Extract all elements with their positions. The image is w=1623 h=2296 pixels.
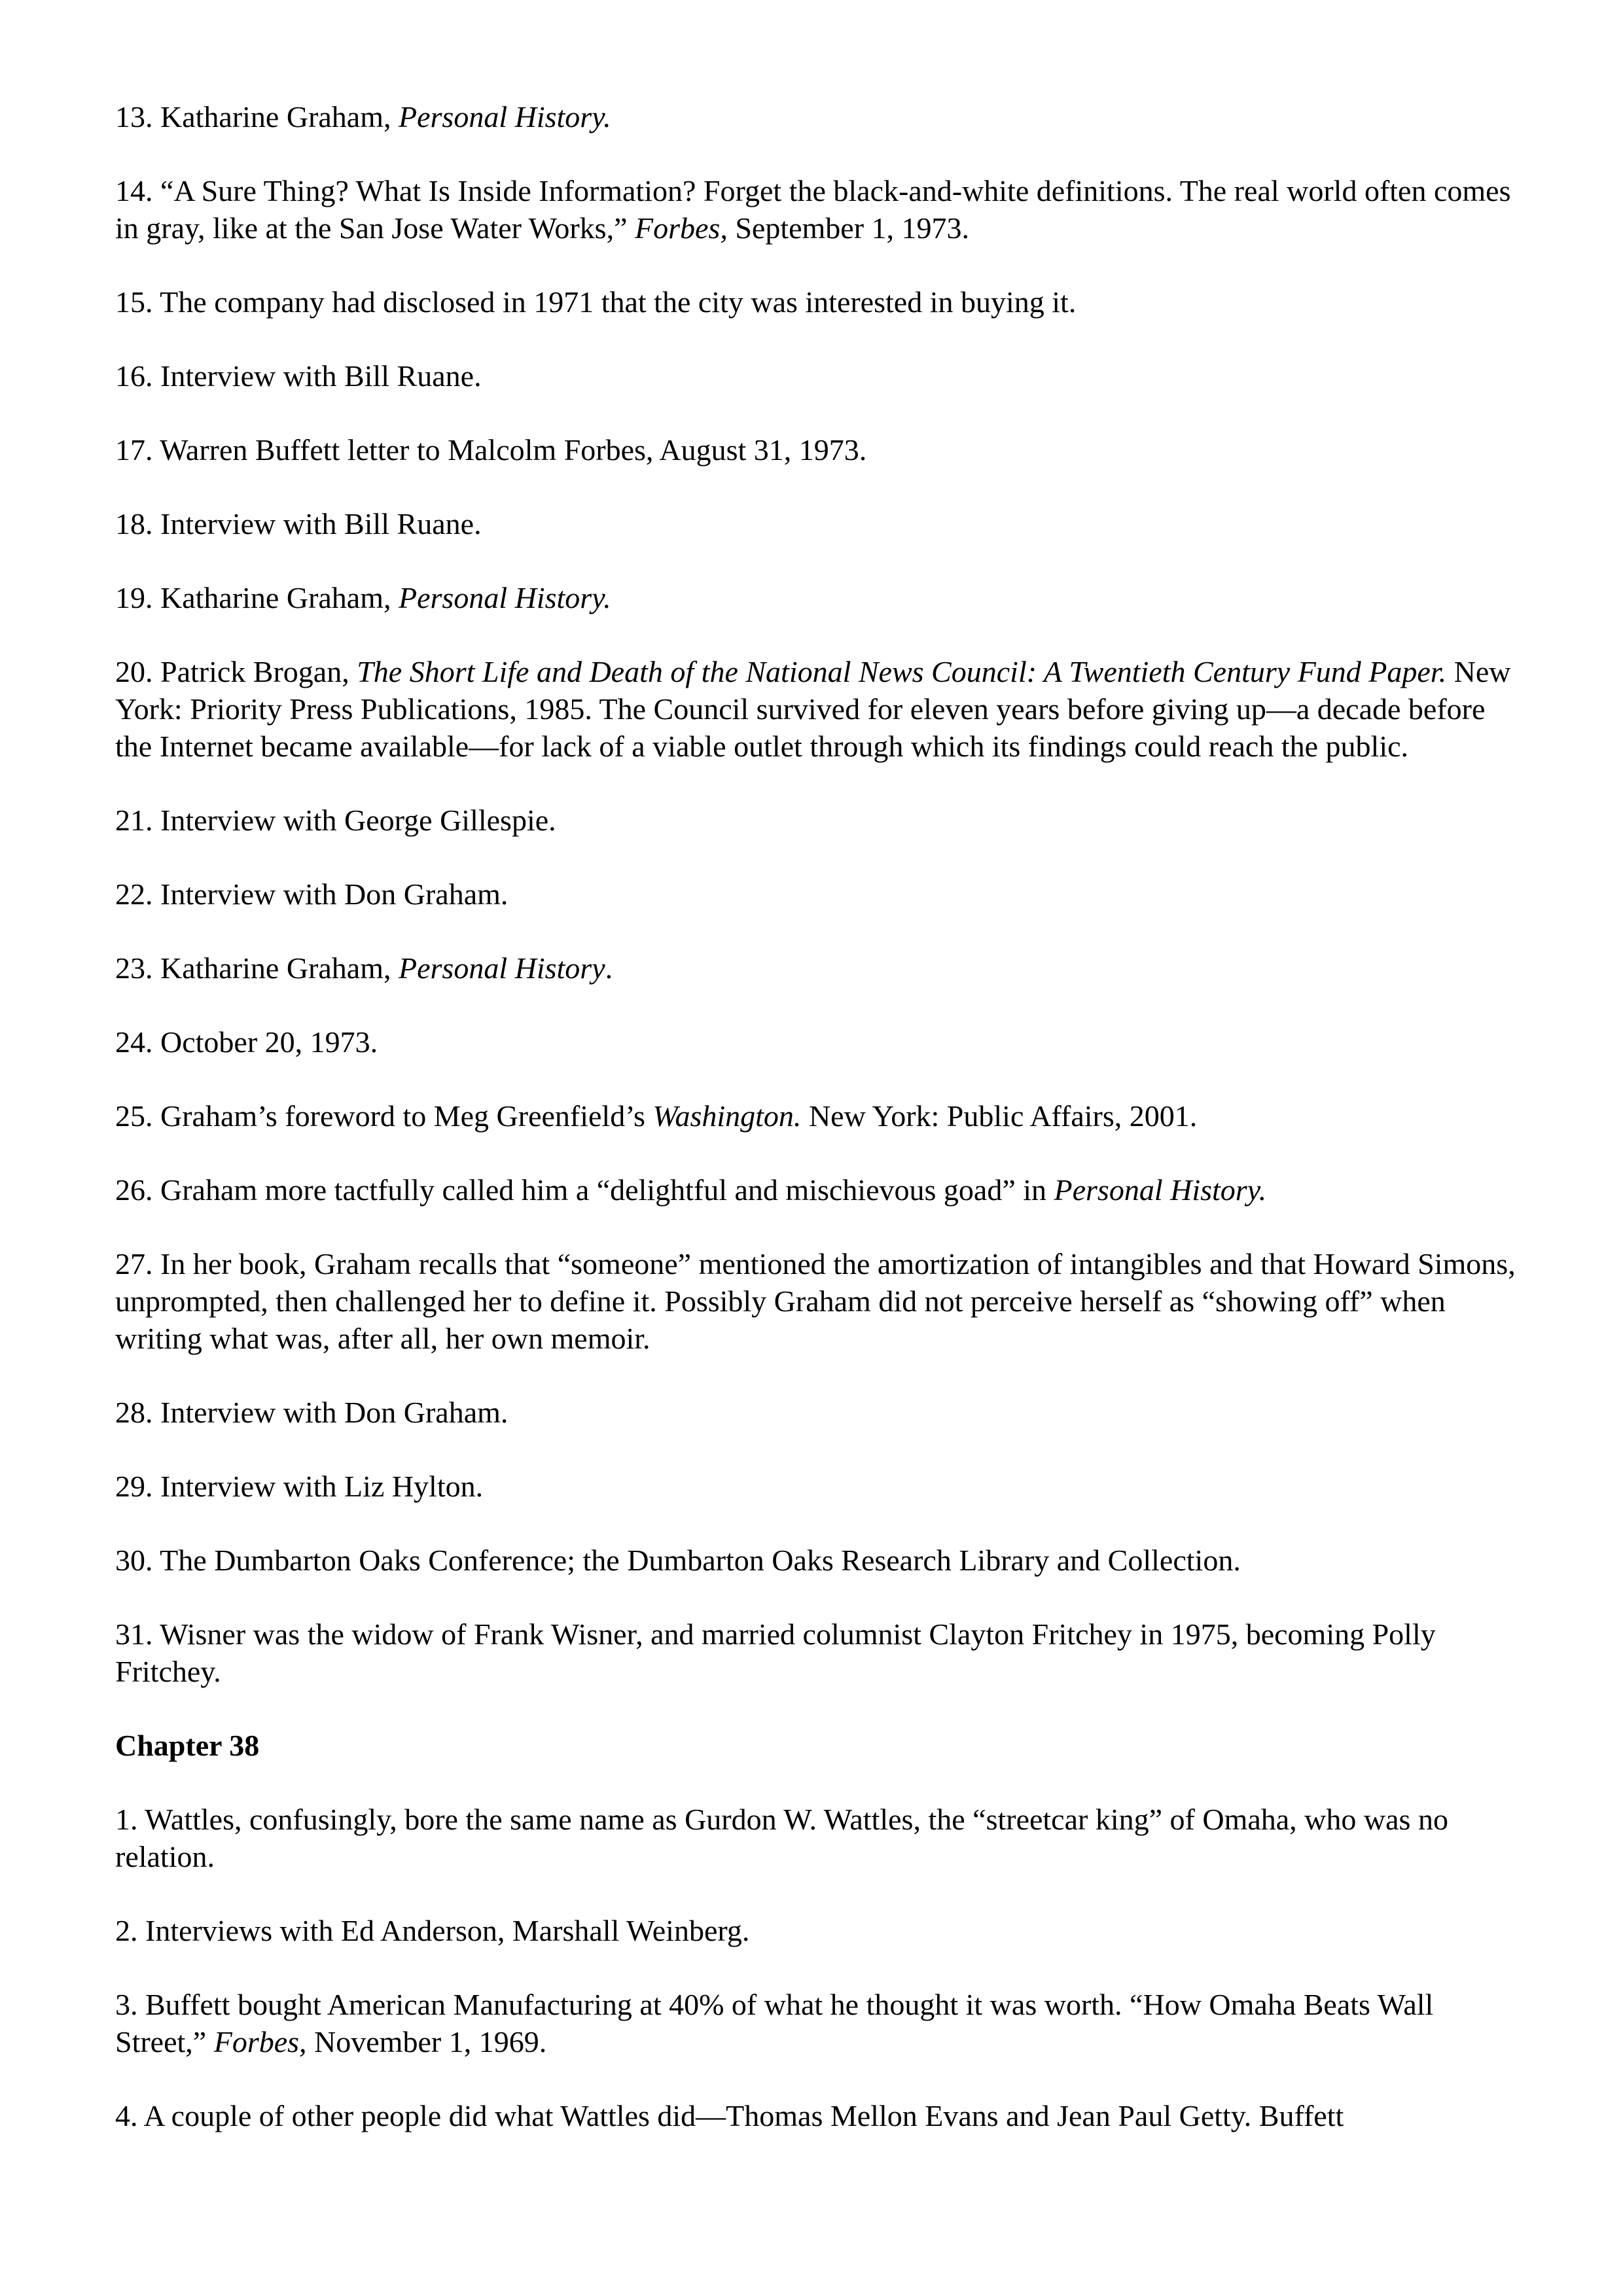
endnote-text: Patrick Brogan, xyxy=(160,655,357,688)
endnote-text: Warren Buffett letter to Malcolm Forbes, August 31, 1973. xyxy=(160,433,867,467)
endnote xyxy=(115,505,1522,542)
endnote-text: Interview with George Gillespie. xyxy=(160,804,556,837)
endnote-number: 25. xyxy=(115,1099,153,1133)
endnote xyxy=(115,1801,1522,1875)
endnotes-list xyxy=(115,98,1522,1690)
endnote-number: 17. xyxy=(115,433,153,467)
endnote-number: 24. xyxy=(115,1025,153,1059)
endnote xyxy=(115,357,1522,395)
endnote xyxy=(115,1171,1522,1209)
endnote-text: Wattles, confusingly, bore the same name as Gurdon W. Wattles, the “streetcar king” of Omaha, who was no relation. xyxy=(115,1803,1448,1873)
endnote-text: Wisner was the widow of Frank Wisner, and married columnist Clayton Fritchey in 1975, becoming Polly Fritchey. xyxy=(115,1617,1436,1688)
endnote-text: November 1, 1969. xyxy=(306,2025,547,2058)
endnote xyxy=(115,1542,1522,1579)
endnote-number: 26. xyxy=(115,1173,153,1207)
endnote-text: October 20, 1973. xyxy=(160,1025,378,1059)
endnote-text: Katharine Graham, xyxy=(160,951,399,985)
endnote xyxy=(115,98,1522,135)
endnote-number: 13. xyxy=(115,100,153,133)
endnote-number: 29. xyxy=(115,1470,153,1503)
endnote-number: 22. xyxy=(115,877,153,911)
endnote-text: Interview with Bill Ruane. xyxy=(160,507,482,540)
endnote xyxy=(115,431,1522,468)
endnote-text: Graham’s foreword to Meg Greenfield’s xyxy=(160,1099,653,1133)
endnote-number: 15. xyxy=(115,285,153,319)
endnote-title: Personal History. xyxy=(1054,1173,1267,1207)
endnote xyxy=(115,1616,1522,1690)
endnote-text: Graham more tactfully called him a “delightful and mischievous goad” in xyxy=(160,1173,1054,1207)
endnote xyxy=(115,653,1522,765)
endnote-text: Katharine Graham, xyxy=(160,100,399,133)
endnote-text: Katharine Graham, xyxy=(160,581,399,614)
endnote xyxy=(115,1912,1522,1949)
endnote-text: Interview with Liz Hylton. xyxy=(160,1470,484,1503)
endnote xyxy=(115,1468,1522,1505)
endnote-title: Personal History xyxy=(399,951,605,985)
endnote xyxy=(115,1245,1522,1357)
endnote-text: Buffett bought American Manufacturing at 40% of what he thought it was worth. “How Omaha Beats Wall Street,” xyxy=(115,1988,1434,2058)
endnote-text: Interview with Don Graham. xyxy=(160,877,508,911)
endnotes-list-chapter-38 xyxy=(115,1801,1522,2134)
endnote-text: “A Sure Thing? What Is Inside Information? Forget the black-and-white definitions. The real world often comes in gray, like at the San Jose Water Works,” xyxy=(115,174,1511,245)
endnote-text: Interview with Don Graham. xyxy=(160,1396,508,1429)
endnote xyxy=(115,1394,1522,1431)
endnote-title: Forbes, xyxy=(635,211,728,245)
endnote-text: A couple of other people did what Wattles did—Thomas Mellon Evans and Jean Paul Getty. Buffett xyxy=(143,2099,1344,2132)
endnote-number: 20. xyxy=(115,655,153,688)
endnote xyxy=(115,802,1522,839)
endnote-number: 21. xyxy=(115,804,153,837)
endnote-number: 2. xyxy=(115,1914,138,1947)
endnote xyxy=(115,579,1522,616)
endnote-title: Personal History. xyxy=(399,100,611,133)
endnote xyxy=(115,1097,1522,1135)
endnote-number: 14. xyxy=(115,174,153,207)
endnote-number: 4. xyxy=(115,2099,138,2132)
endnote-number: 31. xyxy=(115,1617,153,1651)
endnote xyxy=(115,1023,1522,1061)
endnote xyxy=(115,2097,1522,2134)
endnote-title: Forbes, xyxy=(213,2025,307,2058)
endnote-text: Interview with Bill Ruane. xyxy=(160,359,482,393)
endnote xyxy=(115,283,1522,321)
endnote-text: New York: Priority Press Publications, 1985. The Council survived for eleven years before giving up—a decade before the Internet became available—for lack of a viable outlet through which its findings could reach the public. xyxy=(115,655,1511,763)
endnote xyxy=(115,1986,1522,2060)
endnote-number: 23. xyxy=(115,951,153,985)
endnote xyxy=(115,949,1522,987)
endnote-text: In her book, Graham recalls that “someone” mentioned the amortization of intangibles and that Howard Simons, unprompted, then challenged her to define it. Possibly Graham did not perceive herself as “showing off” when writing what was, after all, her own memoir. xyxy=(115,1247,1516,1355)
endnote-title: Washington. xyxy=(652,1099,802,1133)
endnote-number: 27. xyxy=(115,1247,153,1280)
endnote-text: September 1, 1973. xyxy=(727,211,970,245)
endnotes-page xyxy=(115,98,1522,2171)
endnote-text: Interviews with Ed Anderson, Marshall Weinberg. xyxy=(145,1914,750,1947)
endnote-number: 16. xyxy=(115,359,153,393)
endnote-number: 19. xyxy=(115,581,153,614)
endnote-title: Personal History. xyxy=(399,581,611,614)
endnote-number: 18. xyxy=(115,507,153,540)
endnote xyxy=(115,172,1522,247)
endnote-number: 28. xyxy=(115,1396,153,1429)
endnote-text: The Dumbarton Oaks Conference; the Dumbarton Oaks Research Library and Collection. xyxy=(160,1544,1241,1577)
endnote xyxy=(115,875,1522,913)
endnote-number: 30. xyxy=(115,1544,153,1577)
endnote-number: 1. xyxy=(115,1803,138,1836)
endnote-text: New York: Public Affairs, 2001. xyxy=(801,1099,1198,1133)
endnote-title: The Short Life and Death of the National News Council: A Twentieth Century Fund Paper. xyxy=(357,655,1447,688)
endnote-text: The company had disclosed in 1971 that the city was interested in buying it. xyxy=(160,285,1077,319)
chapter-heading: Chapter 38 xyxy=(115,1729,260,1762)
endnote-text: . xyxy=(605,951,613,985)
endnote-number: 3. xyxy=(115,1988,138,2021)
